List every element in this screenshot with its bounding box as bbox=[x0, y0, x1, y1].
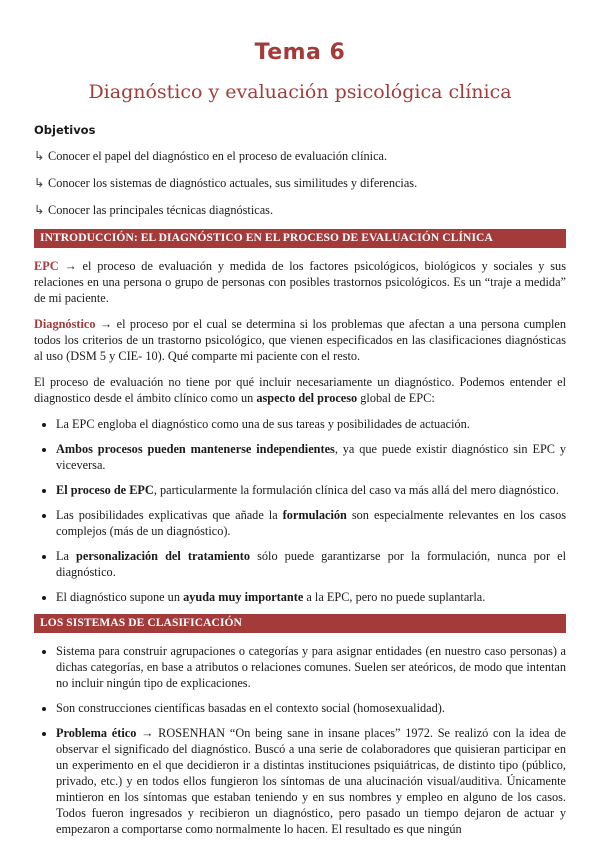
objective-text: Conocer las principales técnicas diagnósticas. bbox=[48, 203, 274, 217]
objective-text: Conocer los sistemas de diagnóstico actuales, sus similitudes y diferencias. bbox=[48, 176, 418, 190]
objective-text: Conocer el papel del diagnóstico en el proceso de evaluación clínica. bbox=[48, 149, 388, 163]
bullet-text: El diagnóstico supone un bbox=[56, 590, 184, 604]
bullet-item bbox=[56, 416, 566, 432]
bullet-list-sistemas bbox=[34, 643, 566, 837]
bullet-item bbox=[56, 441, 566, 473]
section-heading-sistemas: LOS SISTEMAS DE CLASIFICACIÓN bbox=[34, 614, 566, 633]
bullet-text: La bbox=[56, 549, 77, 563]
bullet-text: Las posibilidades explicativas que añade la bbox=[56, 508, 283, 522]
page-title: Tema 6 bbox=[254, 40, 346, 65]
bullet-text: , particularmente la formulación clínica del caso va más allá del mero diagnóstico. bbox=[153, 483, 559, 497]
bullet-item bbox=[56, 589, 566, 605]
bullet-item bbox=[56, 507, 566, 539]
bullet-text: son especialmente relevantes en los casos complejos (más de un diagnóstico). bbox=[56, 508, 567, 538]
bullet-text: , ya que puede existir diagnóstico sin EPC y viceversa. bbox=[56, 442, 567, 472]
return-arrow-icon: ↳ bbox=[34, 203, 45, 217]
term-diagnostico: Diagnóstico bbox=[34, 317, 96, 331]
objective-item bbox=[34, 148, 566, 164]
paragraph-proceso bbox=[34, 374, 566, 406]
bullet-bold-text: ayuda muy importante bbox=[183, 590, 304, 604]
bullet-bold-text: personalización del tratamiento bbox=[76, 549, 251, 563]
bullet-item bbox=[56, 482, 566, 498]
paragraph-text: global de EPC: bbox=[357, 391, 435, 405]
bullet-text: La EPC engloba el diagnóstico como una de sus tareas y posibilidades de actuación. bbox=[56, 417, 470, 431]
bullet-item bbox=[56, 643, 566, 691]
bullet-text: Son construcciones científicas basadas en el contexto social (homosexualidad). bbox=[56, 701, 445, 715]
paragraph-diagnostico bbox=[34, 316, 566, 364]
section-heading-introduccion: INTRODUCCIÓN: EL DIAGNÓSTICO EN EL PROCESO DE EVALUACIÓN CLÍNICA bbox=[34, 229, 566, 248]
bullet-item bbox=[56, 725, 566, 837]
epc-definition: → el proceso de evaluación y medida de los factores psicológicos, biológicos y sociales y sus relaciones en una persona o grupo de personas con posibles trastornos psicológicos. Es un “traje a medida” de mi paciente. bbox=[34, 259, 566, 305]
bullet-text: Sistema para construir agrupaciones o categorías y para asignar entidades (en nuestro caso personas) a dichas categorías, en base a atributos o relaciones comunes. Suelen ser ateóricos, de modo que intentan no incluir ningún tipo de explicaciones. bbox=[56, 644, 566, 690]
term-epc: EPC bbox=[34, 259, 59, 273]
page-subtitle: Diagnóstico y evaluación psicológica clínica bbox=[88, 81, 512, 103]
bullet-list-introduccion bbox=[34, 416, 566, 605]
paragraph-bold: aspecto del proceso bbox=[256, 391, 358, 405]
bullet-text: → ROSENHAN “On being sane in insane places” 1972. Se realizó con la idea de observar el significado del diagnóstico. Buscó a una serie de colaboradores que quisieran participar en un experimento en el que decidieron ir a distintas instituciones psiquiátricas, de distinto tipo (público, privado, etc.) y en todos ellos fungieron los síntomas de una alucinación visual/auditiva. Únicamente mintieron en los síntomas que estaban teniendo y en sus nombres y empleo en alguno de los casos. Todos fueron ingresados y recibieron un diagnóstico, pero pasado un tiempo dejaron de actuar y empezaron a comportarse como normalmente lo hacen. El resultado es que ningún bbox=[56, 726, 566, 836]
objectives-list bbox=[34, 148, 566, 218]
bullet-bold-text: Ambos procesos pueden mantenerse independientes bbox=[56, 442, 335, 456]
paragraph-text: El proceso de evaluación no tiene por qué incluir necesariamente un diagnóstico. Podemos entender el diagnostico desde el ámbito clínico como un bbox=[34, 375, 566, 405]
objective-item bbox=[34, 175, 566, 191]
bullet-bold-text: El proceso de EPC bbox=[56, 483, 154, 497]
bullet-text: a la EPC, pero no puede suplantarla. bbox=[303, 590, 486, 604]
objective-item bbox=[34, 202, 566, 218]
bullet-bold-text: formulación bbox=[282, 508, 347, 522]
objectives-heading: Objetivos bbox=[34, 123, 96, 137]
bullet-text: sólo puede garantizarse por la formulación, nunca por el diagnóstico. bbox=[56, 549, 566, 579]
bullet-bold-text: Problema ético bbox=[56, 726, 137, 740]
bullet-item bbox=[56, 700, 566, 716]
bullet-item bbox=[56, 548, 566, 580]
return-arrow-icon: ↳ bbox=[34, 149, 45, 163]
return-arrow-icon: ↳ bbox=[34, 176, 45, 190]
diagnostico-definition: → el proceso por el cual se determina si los problemas que afectan a una persona cumplen todos los criterios de un trastorno psicológico, que vienen especificados en las clasificaciones diagnósticas al uso (DSM 5 y CIE- 10). Qué comparte mi paciente con el resto. bbox=[34, 317, 566, 363]
paragraph-epc bbox=[34, 258, 566, 306]
